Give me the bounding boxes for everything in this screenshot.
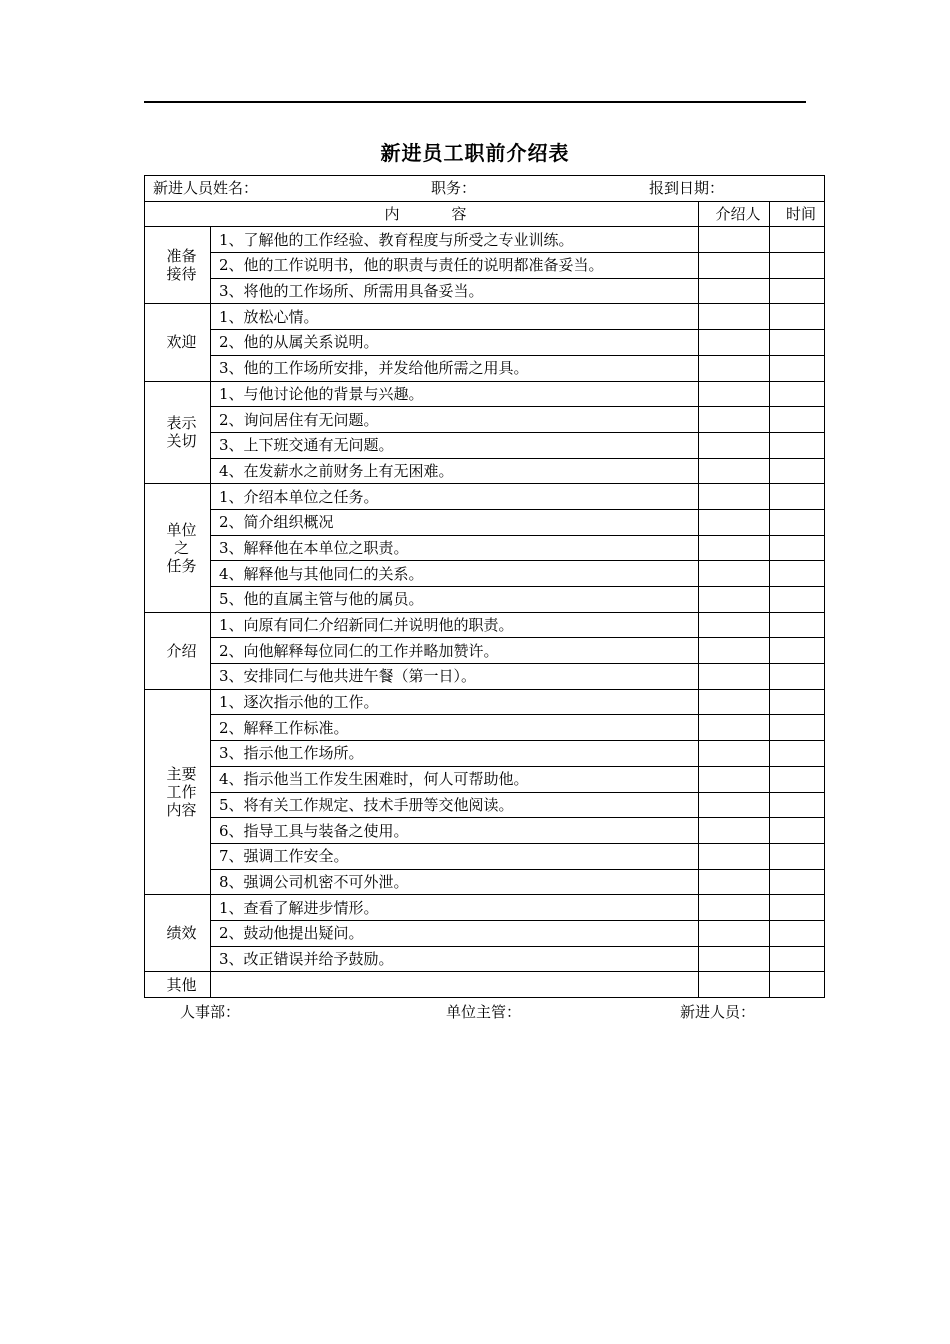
checklist-item: 5、将有关工作规定、技术手册等交他阅读。 [211, 792, 699, 818]
content-column-header: 内 容 [145, 201, 699, 227]
supervisor-signature-label: 单位主管： [446, 1003, 522, 1021]
introducer-cell[interactable] [699, 561, 770, 587]
table-row [145, 355, 825, 381]
time-cell[interactable] [770, 355, 825, 381]
table-row [145, 664, 825, 690]
header-info-row [145, 176, 825, 202]
table-row [145, 278, 825, 304]
time-cell[interactable] [770, 638, 825, 664]
time-cell[interactable] [770, 458, 825, 484]
time-cell[interactable] [770, 664, 825, 690]
checklist-item: 1、与他讨论他的背景与兴趣。 [211, 381, 699, 407]
table-row [145, 818, 825, 844]
introducer-cell[interactable] [699, 715, 770, 741]
time-cell[interactable] [770, 381, 825, 407]
position-label: 职务： [431, 179, 477, 198]
table-row [145, 432, 825, 458]
introducer-column-header: 介绍人 [699, 201, 770, 227]
table-row [145, 227, 825, 253]
section-label: 主要 工作 内容 [145, 689, 211, 895]
table-row [145, 587, 825, 613]
checklist-item: 1、放松心情。 [211, 304, 699, 330]
section-label: 绩效 [145, 895, 211, 972]
introducer-cell[interactable] [699, 818, 770, 844]
section-label: 准备 接待 [145, 227, 211, 304]
time-cell[interactable] [770, 869, 825, 895]
time-cell[interactable] [770, 587, 825, 613]
checklist-item: 2、鼓动他提出疑问。 [211, 920, 699, 946]
table-row [145, 895, 825, 921]
table-row [145, 638, 825, 664]
table-row [145, 304, 825, 330]
time-cell[interactable] [770, 689, 825, 715]
checklist-item: 3、改正错误并给予鼓励。 [211, 946, 699, 972]
introducer-cell[interactable] [699, 689, 770, 715]
time-cell[interactable] [770, 741, 825, 767]
table-row [145, 330, 825, 356]
time-cell[interactable] [770, 715, 825, 741]
checklist-item: 3、指示他工作场所。 [211, 741, 699, 767]
time-cell[interactable] [770, 330, 825, 356]
intro-form-table [144, 175, 825, 998]
table-row [145, 766, 825, 792]
table-row [145, 509, 825, 535]
time-cell[interactable] [770, 895, 825, 921]
introducer-cell[interactable] [699, 458, 770, 484]
introducer-cell[interactable] [699, 278, 770, 304]
table-row [145, 741, 825, 767]
page-title: 新进员工职前介绍表 [380, 141, 570, 165]
time-cell[interactable] [770, 843, 825, 869]
section-label: 单位 之 任务 [145, 484, 211, 612]
hr-signature-label: 人事部： [180, 1003, 241, 1021]
introducer-cell[interactable] [699, 664, 770, 690]
checklist-item: 1、了解他的工作经验、教育程度与所受之专业训练。 [211, 227, 699, 253]
introducer-cell[interactable] [699, 946, 770, 972]
checklist-item: 1、逐次指示他的工作。 [211, 689, 699, 715]
time-column-header: 时间 [770, 201, 825, 227]
table-row [145, 407, 825, 433]
column-header-row [145, 201, 825, 227]
introducer-cell[interactable] [699, 587, 770, 613]
time-cell[interactable] [770, 612, 825, 638]
introducer-cell[interactable] [699, 843, 770, 869]
introducer-cell[interactable] [699, 972, 770, 998]
introducer-cell[interactable] [699, 330, 770, 356]
introducer-cell[interactable] [699, 895, 770, 921]
introducer-cell[interactable] [699, 741, 770, 767]
introducer-cell[interactable] [699, 432, 770, 458]
time-cell[interactable] [770, 432, 825, 458]
checklist-item: 5、他的直属主管与他的属员。 [211, 587, 699, 613]
table-row [145, 381, 825, 407]
section-label: 欢迎 [145, 304, 211, 381]
introducer-cell[interactable] [699, 304, 770, 330]
introducer-cell[interactable] [699, 920, 770, 946]
introducer-cell[interactable] [699, 484, 770, 510]
time-cell[interactable] [770, 278, 825, 304]
checklist-item: 2、简介组织概况 [211, 509, 699, 535]
checklist-item: 7、强调工作安全。 [211, 843, 699, 869]
table-row [145, 612, 825, 638]
time-cell[interactable] [770, 766, 825, 792]
checklist-item: 2、他的从属关系说明。 [211, 330, 699, 356]
checklist-item: 1、向原有同仁介绍新同仁并说明他的职责。 [211, 612, 699, 638]
other-content-cell[interactable] [211, 972, 699, 998]
table-row [145, 920, 825, 946]
checklist-item: 1、查看了解进步情形。 [211, 895, 699, 921]
checklist-item: 2、解释工作标准。 [211, 715, 699, 741]
introducer-cell[interactable] [699, 381, 770, 407]
checklist-item: 4、在发薪水之前财务上有无困难。 [211, 458, 699, 484]
time-cell[interactable] [770, 946, 825, 972]
other-label: 其他 [145, 972, 211, 998]
introducer-cell[interactable] [699, 509, 770, 535]
table-row [145, 535, 825, 561]
time-cell[interactable] [770, 818, 825, 844]
time-cell[interactable] [770, 253, 825, 279]
introducer-cell[interactable] [699, 253, 770, 279]
table-row [145, 458, 825, 484]
table-row [145, 792, 825, 818]
introducer-cell[interactable] [699, 227, 770, 253]
table-row [145, 484, 825, 510]
checklist-item: 1、介绍本单位之任务。 [211, 484, 699, 510]
introducer-cell[interactable] [699, 535, 770, 561]
time-cell[interactable] [770, 227, 825, 253]
checklist-item: 4、指示他当工作发生困难时，何人可帮助他。 [211, 766, 699, 792]
time-cell[interactable] [770, 304, 825, 330]
table-row [145, 946, 825, 972]
introducer-cell[interactable] [699, 407, 770, 433]
checklist-item: 2、向他解释每位同仁的工作并略加赞许。 [211, 638, 699, 664]
table-row [145, 253, 825, 279]
introducer-cell[interactable] [699, 612, 770, 638]
time-cell[interactable] [770, 792, 825, 818]
checklist-item: 8、强调公司机密不可外泄。 [211, 869, 699, 895]
table-row [145, 869, 825, 895]
checklist-item: 6、指导工具与装备之使用。 [211, 818, 699, 844]
section-label: 表示 关切 [145, 381, 211, 484]
time-cell[interactable] [770, 484, 825, 510]
time-cell[interactable] [770, 407, 825, 433]
table-row [145, 715, 825, 741]
time-cell[interactable] [770, 535, 825, 561]
time-cell[interactable] [770, 509, 825, 535]
section-label: 介绍 [145, 612, 211, 689]
checklist-item: 3、上下班交通有无问题。 [211, 432, 699, 458]
time-cell[interactable] [770, 920, 825, 946]
table-row [145, 689, 825, 715]
checklist-item: 3、他的工作场所安排，并发给他所需之用具。 [211, 355, 699, 381]
other-row [145, 972, 825, 998]
table-row [145, 843, 825, 869]
introducer-cell[interactable] [699, 638, 770, 664]
introducer-cell[interactable] [699, 869, 770, 895]
checklist-item: 4、解释他与其他同仁的关系。 [211, 561, 699, 587]
checklist-item: 3、将他的工作场所、所需用具备妥当。 [211, 278, 699, 304]
introducer-cell[interactable] [699, 792, 770, 818]
top-rule [144, 101, 806, 103]
time-cell[interactable] [770, 972, 825, 998]
checklist-item: 3、解释他在本单位之职责。 [211, 535, 699, 561]
table-row [145, 561, 825, 587]
checklist-item: 2、他的工作说明书，他的职责与责任的说明都准备妥当。 [211, 253, 699, 279]
new-hire-signature-label: 新进人员： [680, 1003, 756, 1021]
time-cell[interactable] [770, 561, 825, 587]
name-label: 新进人员姓名： [153, 179, 259, 198]
introducer-cell[interactable] [699, 355, 770, 381]
introducer-cell[interactable] [699, 766, 770, 792]
checklist-item: 3、安排同仁与他共进午餐（第一日）。 [211, 664, 699, 690]
report-date-label: 报到日期： [649, 179, 725, 198]
checklist-item: 2、询问居住有无问题。 [211, 407, 699, 433]
